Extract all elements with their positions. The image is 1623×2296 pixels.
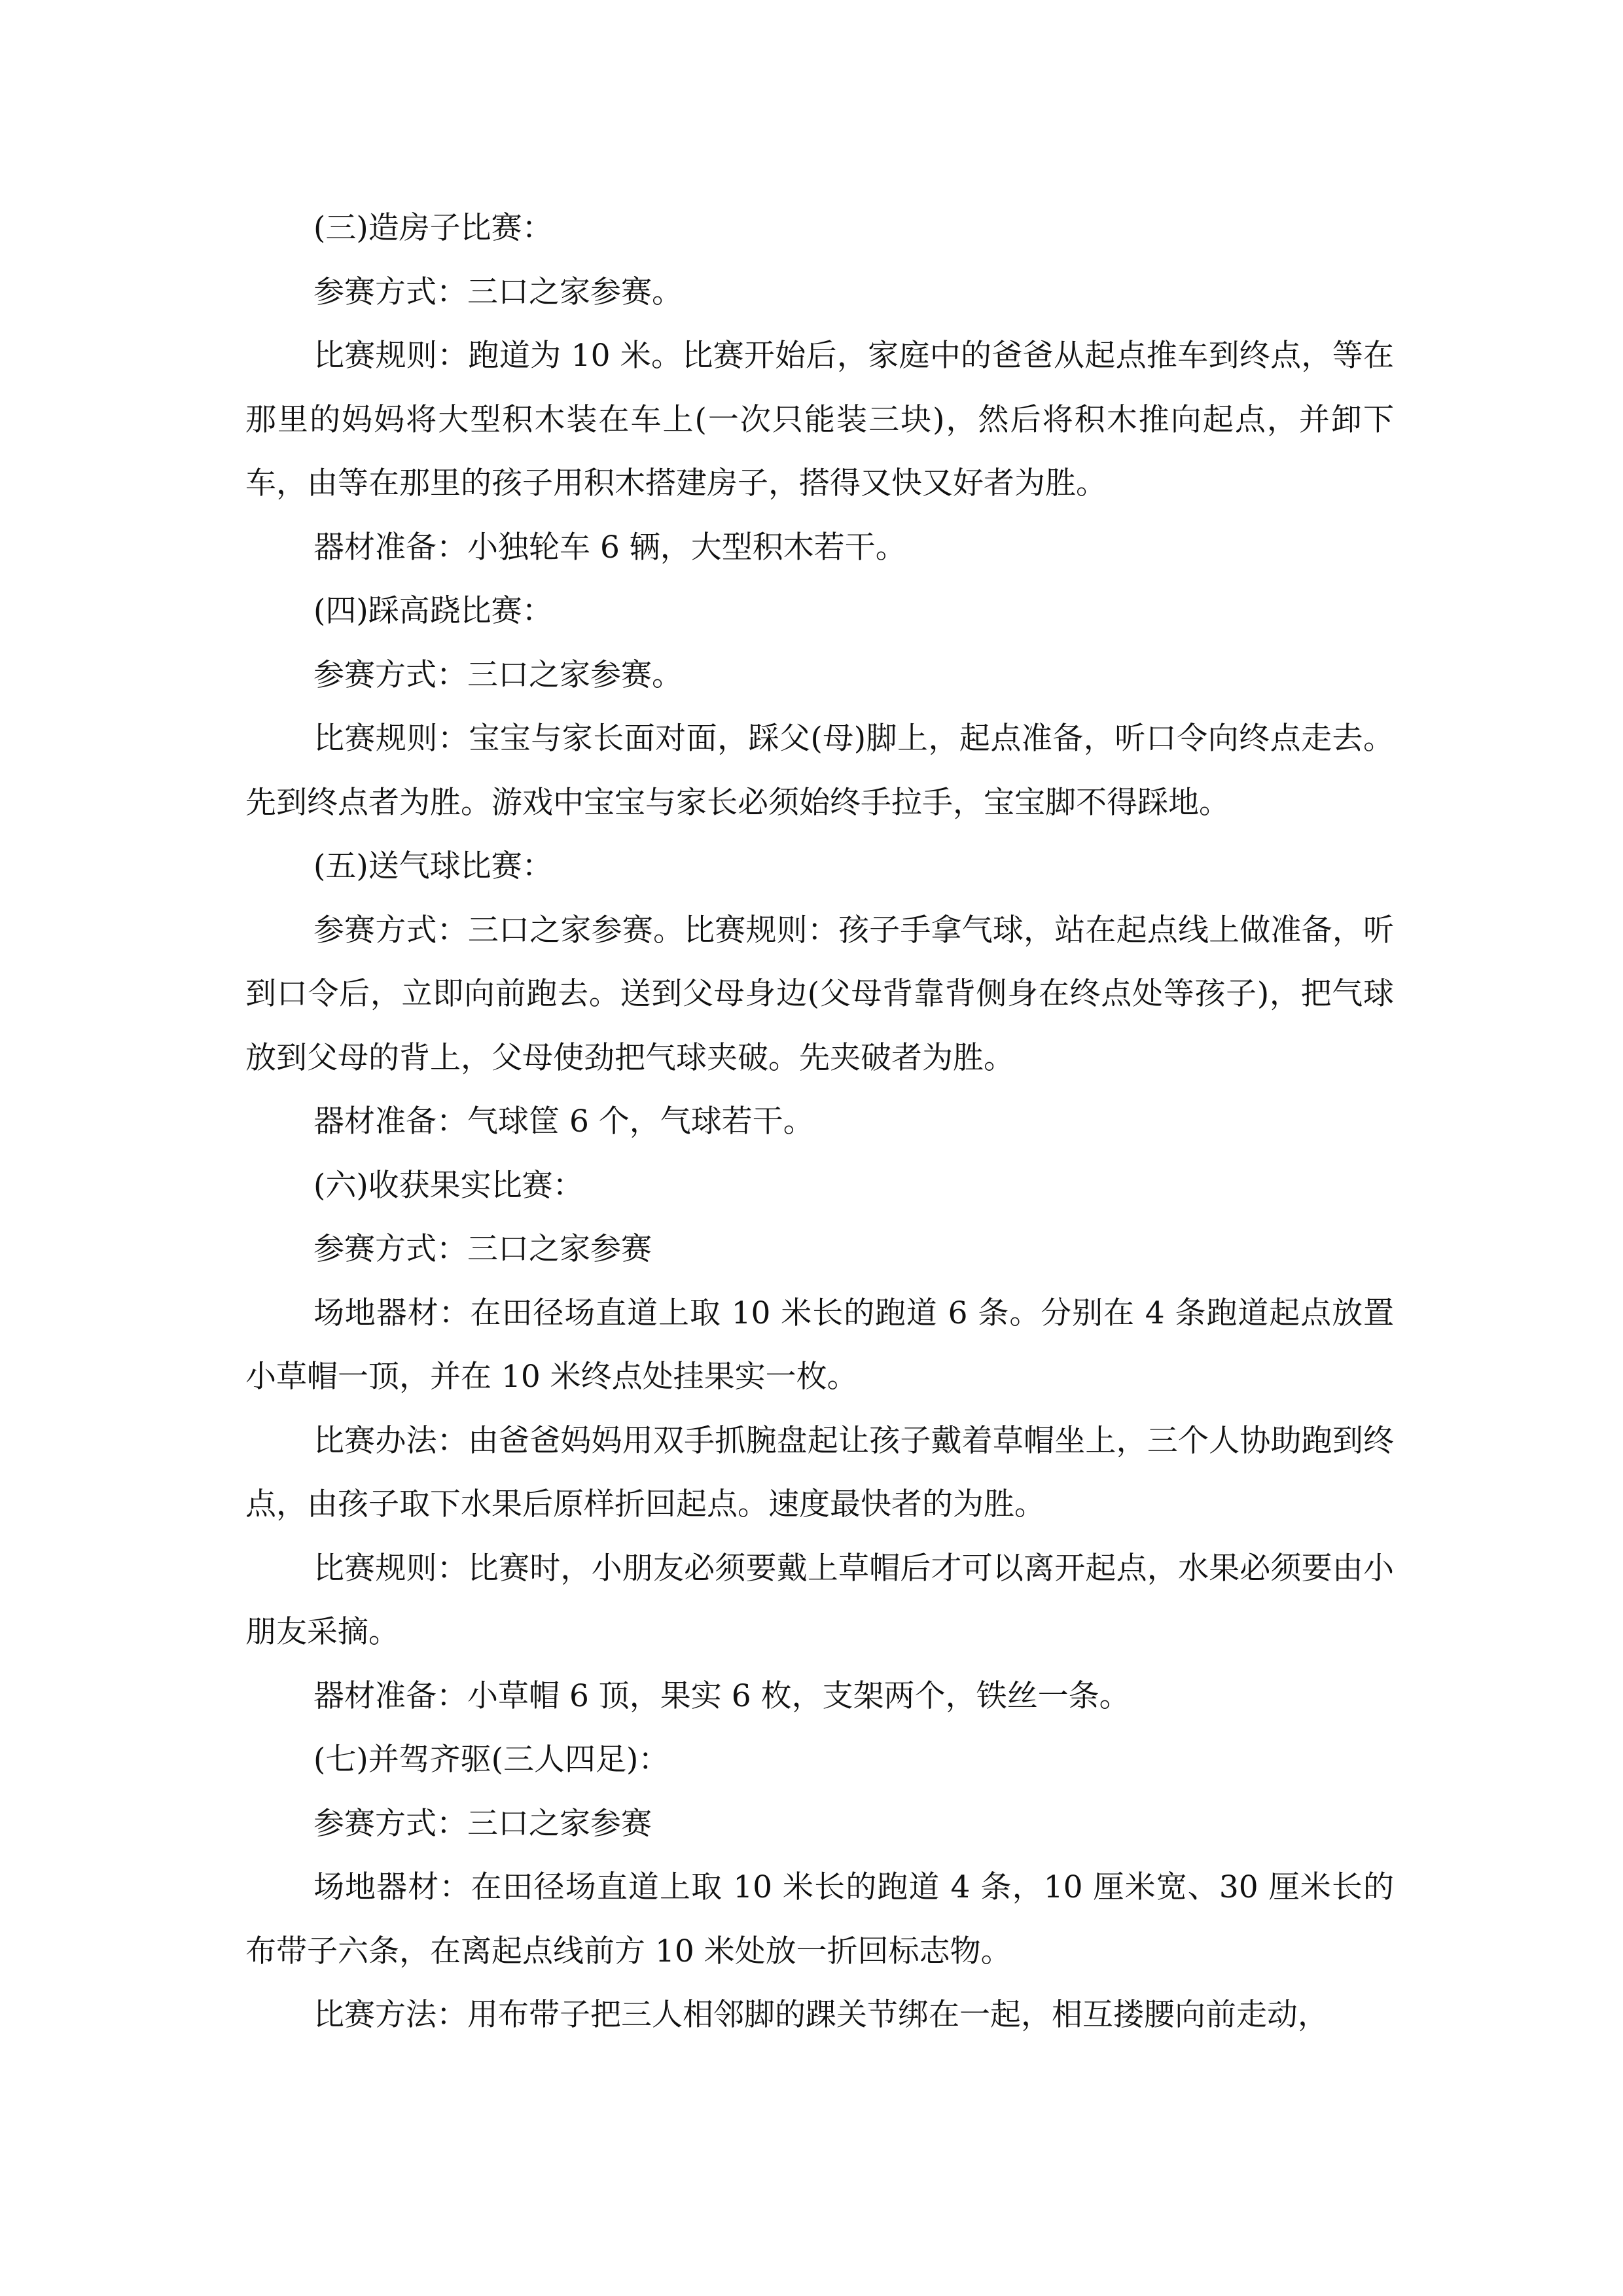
paragraph-rules: 比赛规则：跑道为 10 米。比赛开始后，家庭中的爸爸从起点推车到终点，等在那里的妈妈将大型积木装在车上(一次只能装三块)，然后将积木推向起点，并卸下车，由等在那里的孩子用积木搭建房子，搭得又快又好者为胜。 [245,338,1394,501]
paragraph-venue-equipment: 场地器材：在田径场直道上取 10 米长的跑道 4 条，10 厘米宽、30 厘米长的布带子六条，在离起点线前方 10 米处放一折回标志物。 [245,1869,1394,1969]
paragraph-venue-equipment: 场地器材：在田径场直道上取 10 米长的跑道 6 条。分别在 4 条跑道起点放置小草帽一顶，并在 10 米终点处挂果实一枚。 [245,1295,1394,1395]
paragraph-participation: 参赛方式：三口之家参赛 [313,1231,652,1267]
section-heading-balloon: (五)送气球比赛： [313,848,553,884]
section-heading-stilts: (四)踩高跷比赛： [313,593,553,629]
paragraph-method: 比赛方法：用布带子把三人相邻脚的踝关节绑在一起，相互搂腰向前走动， [313,1997,1329,2033]
paragraph-rules: 比赛规则：宝宝与家长面对面，踩父(母)脚上，起点准备，听口令向终点走去。先到终点者为胜。游戏中宝宝与家长必须始终手拉手，宝宝脚不得踩地。 [245,721,1394,821]
paragraph-equipment: 器材准备：气球筐 6 个，气球若干。 [313,1103,814,1139]
paragraph-equipment: 器材准备：小草帽 6 顶，果实 6 枚，支架两个，铁丝一条。 [313,1677,1130,1714]
paragraph-method: 比赛办法：由爸爸妈妈用双手抓腕盘起让孩子戴着草帽坐上，三个人协助跑到终点，由孩子取下水果后原样折回起点。速度最快者的为胜。 [245,1422,1394,1522]
paragraph-participation-rules: 参赛方式：三口之家参赛。比赛规则：孩子手拿气球，站在起点线上做准备，听到口令后，立即向前跑去。送到父母身边(父母背靠背侧身在终点处等孩子)，把气球放到父母的背上，父母使劲把气球夹破。先夹破者为胜。 [245,912,1394,1076]
paragraph-participation: 参赛方式：三口之家参赛 [313,1805,652,1842]
section-heading-harvest: (六)收获果实比赛： [313,1167,584,1204]
paragraph-participation: 参赛方式：三口之家参赛。 [313,274,683,310]
paragraph-rules: 比赛规则：比赛时，小朋友必须要戴上草帽后才可以离开起点，水果必须要由小朋友采摘。 [245,1550,1394,1650]
section-heading-house-building: (三)造房子比赛： [313,210,553,246]
section-heading-three-legged: (七)并驾齐驱(三人四足)： [313,1742,669,1778]
paragraph-equipment: 器材准备：小独轮车 6 辆，大型积木若干。 [313,529,906,565]
paragraph-participation: 参赛方式：三口之家参赛。 [313,656,683,693]
document-body [245,196,1394,2047]
